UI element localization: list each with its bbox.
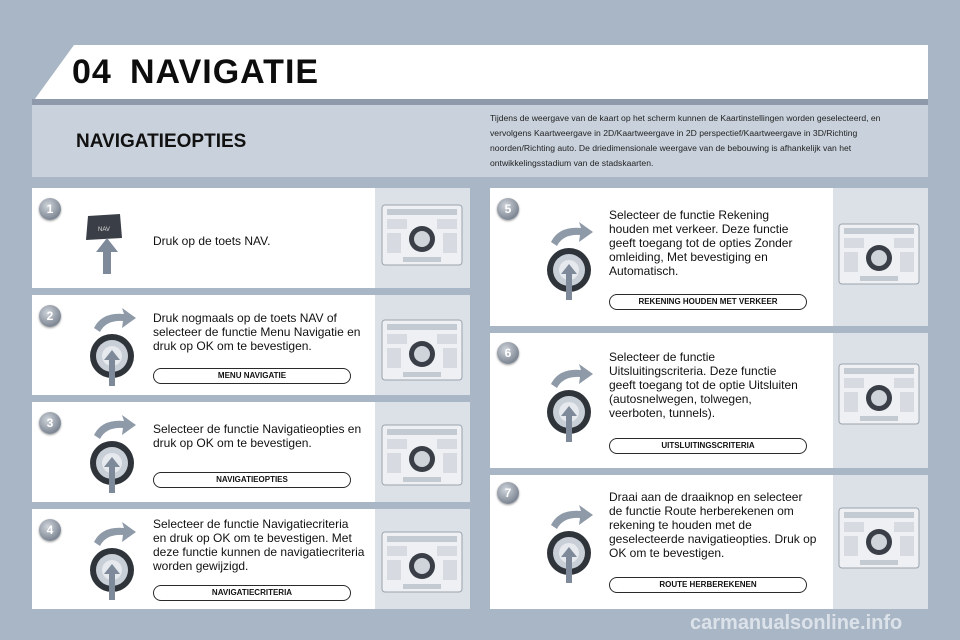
rotary-knob-icon: [541, 362, 599, 442]
step-text-6: Selecteer de functie Uitsluitingscriteria. Deze functie geeft toegang tot de optie Uitsluiten (autosnelwegen, tolwegen, veerboten, tunnels).: [609, 350, 798, 420]
menu-label-6: UITSLUITINGSCRITERIA: [609, 438, 807, 454]
radio-unit-illustration: [381, 318, 463, 382]
watermark: carmanualsonline.info: [690, 612, 903, 634]
chapter-number: 04: [72, 53, 112, 91]
rotary-knob-icon: [541, 220, 599, 300]
step-text-7: Draai aan de draaiknop en selecteer de functie Route herberekenen om rekening te houden met de geselecteerde navigatieopties. Druk op OK om te bevestigen.: [609, 490, 817, 560]
radio-unit-illustration: [838, 362, 920, 426]
menu-label-3: NAVIGATIEOPTIES: [153, 472, 351, 488]
radio-unit-illustration: [838, 506, 920, 570]
rotary-knob-icon: [84, 520, 142, 600]
radio-unit-illustration: [381, 423, 463, 487]
rotary-knob-icon: [84, 413, 142, 493]
header-corner: [32, 45, 74, 103]
menu-label-4: NAVIGATIECRITERIA: [153, 585, 351, 601]
step-text-1: Druk op de toets NAV.: [153, 234, 271, 248]
press-arrow-icon: [96, 238, 118, 274]
menu-label-2: MENU NAVIGATIE: [153, 368, 351, 384]
menu-label-5: REKENING HOUDEN MET VERKEER: [609, 294, 807, 310]
rotary-knob-icon: [84, 306, 142, 386]
intro-text: Tijdens de weergave van de kaart op het scherm kunnen de Kaartinstellingen worden geselecteerd, en vervolgens Kaartweergave in 2D/Kaartweergave in 2D perspectief/Kaartweergave in 3D/Richting noorden/Richting auto. De driedimensionale weergave van de bebouwing is afhankelijk van het ontwikkelingsstadium van de stadskaarten.: [490, 113, 881, 168]
step-number-1: 1: [39, 198, 61, 220]
step-number-2: 2: [39, 305, 61, 327]
menu-label-7: ROUTE HERBEREKENEN: [609, 577, 807, 593]
step-text-4: Selecteer de functie Navigatiecriteria en druk op OK om te bevestigen. Met deze functie kunnen de navigatiecriteria worden gewijzigd.: [153, 517, 365, 573]
radio-unit-illustration: [838, 222, 920, 286]
radio-unit-illustration: [381, 203, 463, 267]
radio-unit-illustration: [381, 530, 463, 594]
step-number-7: 7: [497, 482, 519, 504]
step-number-4: 4: [39, 519, 61, 541]
nav-key-label: NAV: [98, 227, 110, 233]
step-text-5: Selecteer de functie Rekening houden met verkeer. Deze functie geeft toegang tot de opties Zonder omleiding, Met bevestiging en Automatisch.: [609, 208, 793, 278]
section-title: NAVIGATIEOPTIES: [76, 131, 247, 152]
step-number-3: 3: [39, 412, 61, 434]
step-text-2: Druk nogmaals op de toets NAV of selecteer de functie Menu Navigatie en druk op OK om te bevestigen.: [153, 311, 361, 353]
rotary-knob-icon: [541, 503, 599, 583]
step-number-6: 6: [497, 342, 519, 364]
step-text-3: Selecteer de functie Navigatieopties en druk op OK om te bevestigen.: [153, 422, 362, 450]
chapter-title: NAVIGATIE: [130, 53, 320, 91]
step-number-5: 5: [497, 198, 519, 220]
